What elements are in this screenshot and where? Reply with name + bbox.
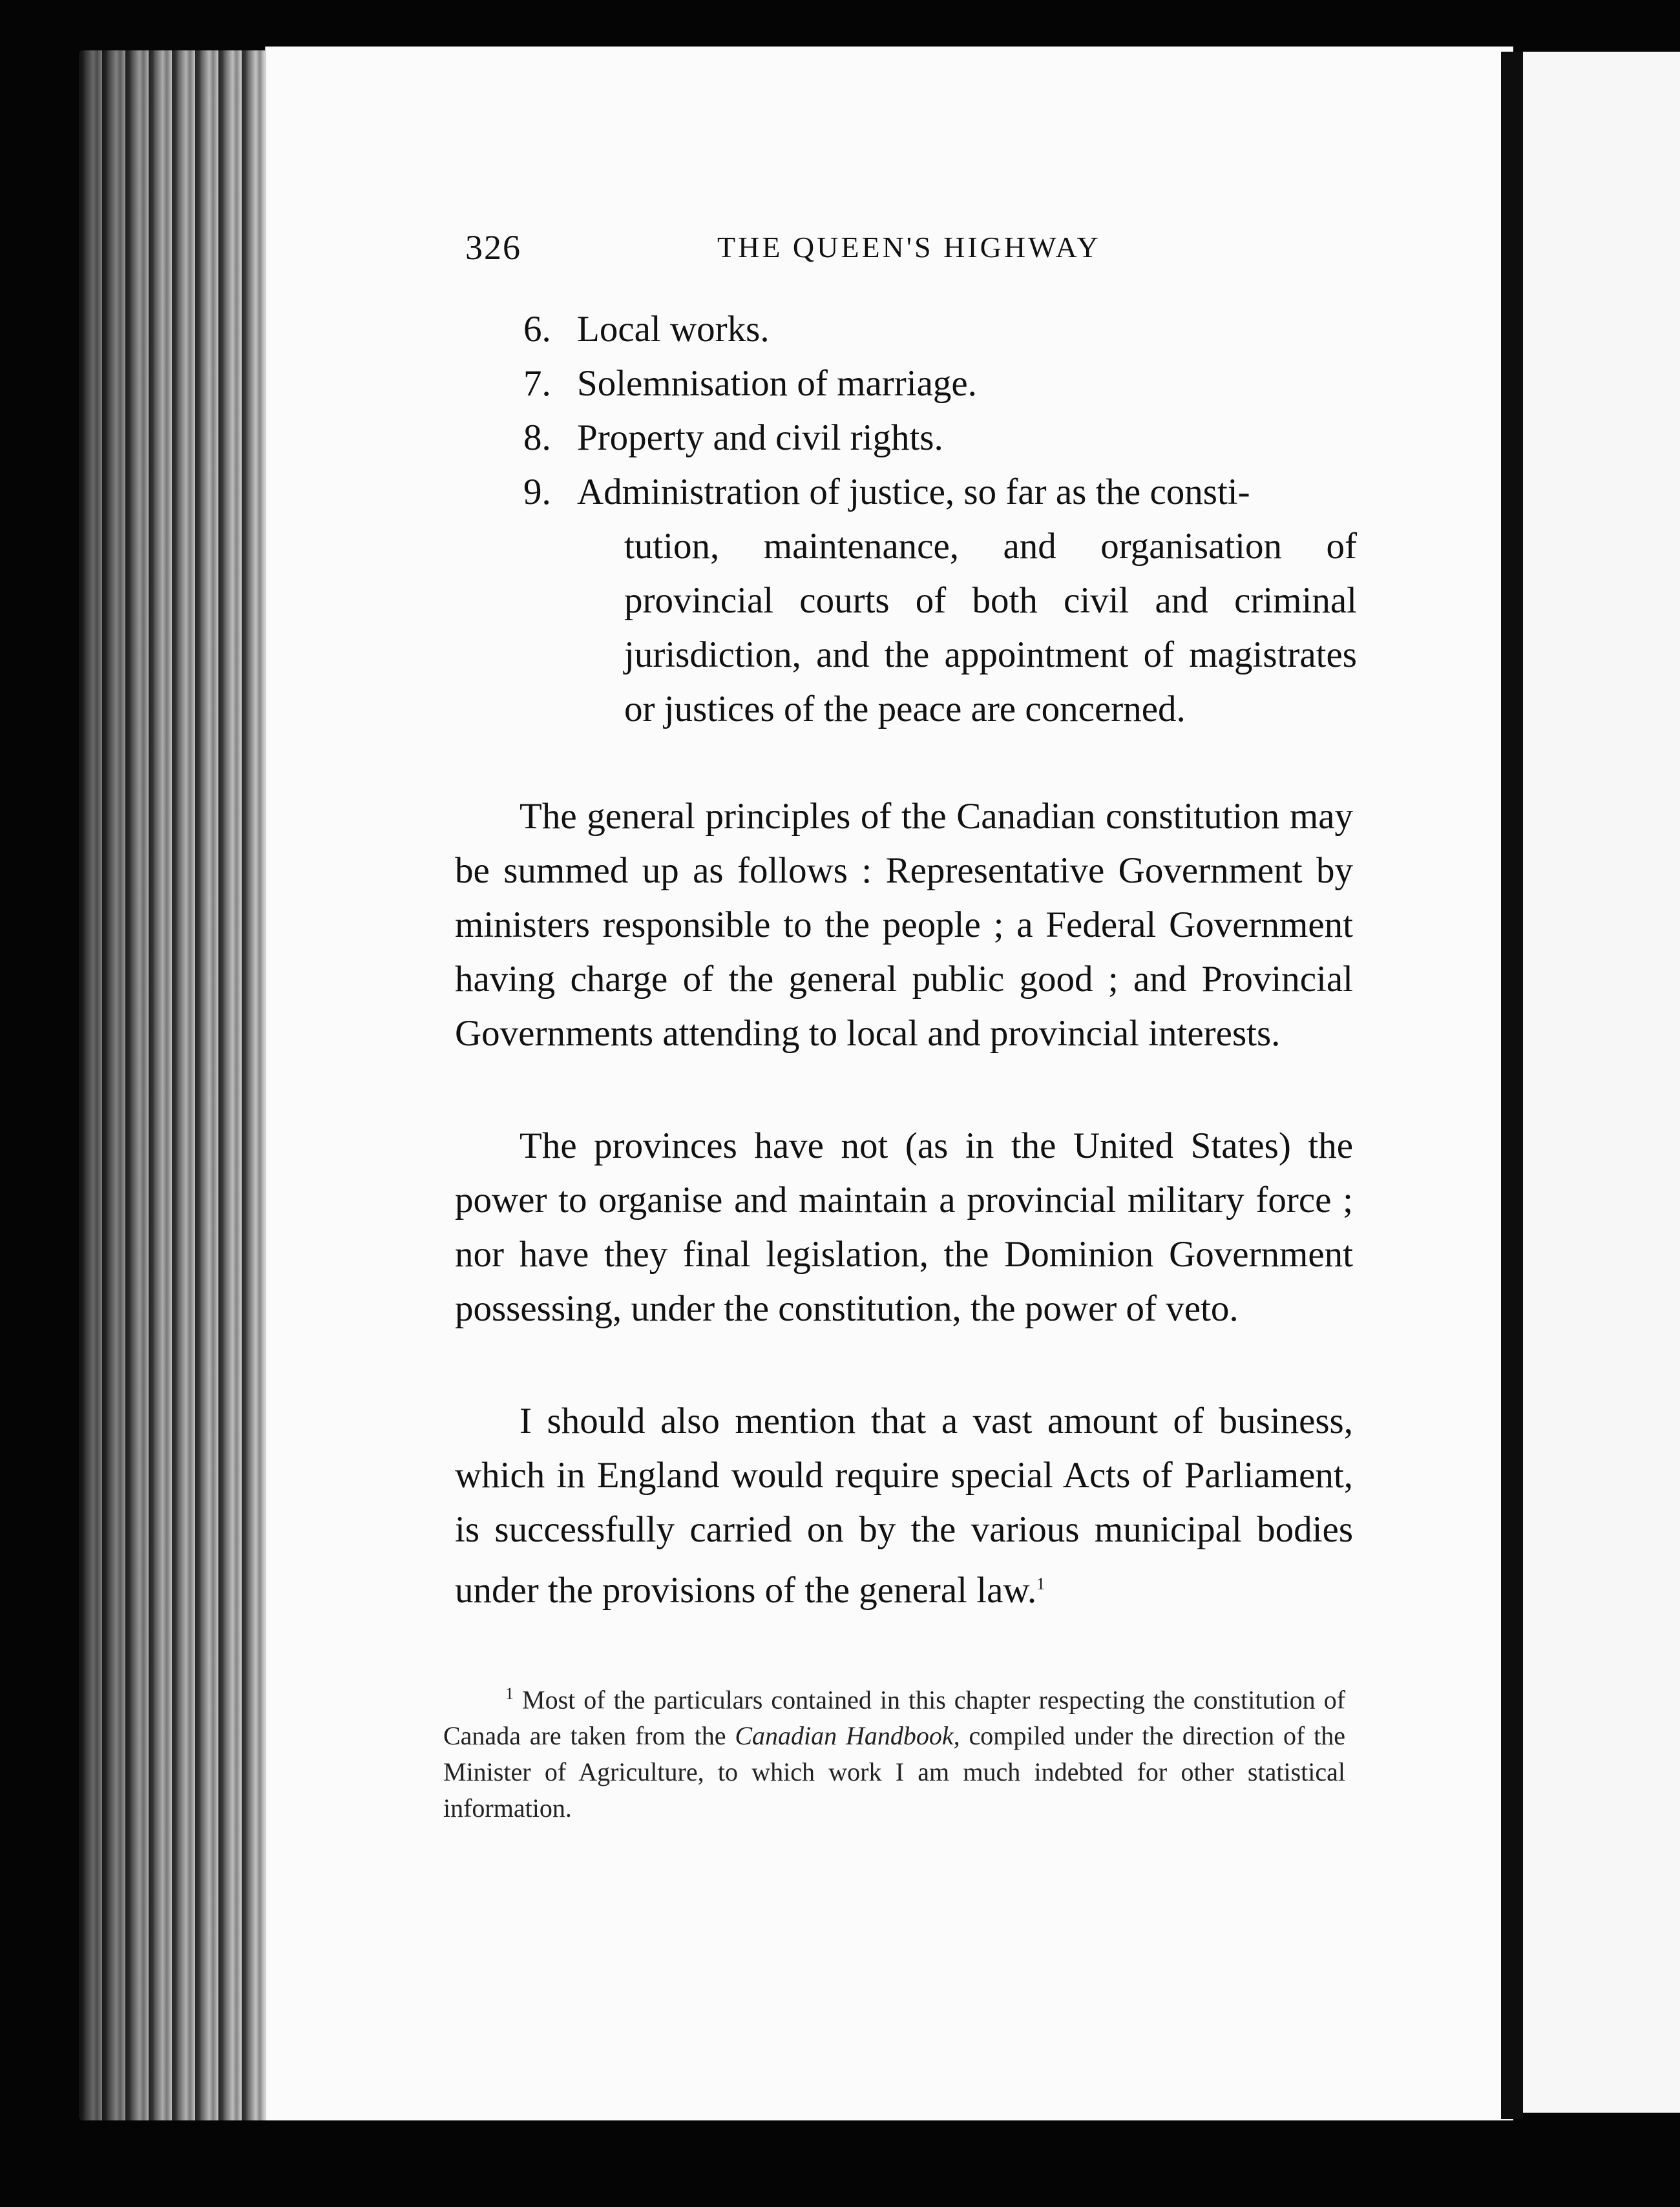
- book-page-edges: [79, 50, 271, 2120]
- footnote: [443, 1676, 1345, 1826]
- facing-page: [1523, 52, 1680, 2113]
- running-head: [465, 227, 1357, 279]
- list-text: Property and civil rights.: [577, 417, 943, 458]
- list-item: [523, 465, 1363, 519]
- list-text: Local works.: [577, 309, 770, 350]
- list-number: 9.: [523, 472, 551, 512]
- list-item: [523, 357, 1363, 411]
- list-item: [523, 302, 1363, 357]
- running-title: THE QUEEN'S HIGHWAY: [717, 231, 1101, 264]
- footnote-reference: 1: [1036, 1574, 1045, 1593]
- page-number: 326: [465, 228, 521, 267]
- list-number: 6.: [523, 309, 551, 350]
- footnote-text: Most of the particulars contained in this chapter respecting the constitution of Canada are taken from the: [443, 1685, 1346, 1751]
- book-gutter: [1501, 52, 1523, 2119]
- footnote-mark: 1: [505, 1684, 514, 1703]
- paragraph: The general principles of the Canadian constitution may be summed up as follows : Representative Government by ministers responsible to the people ; a Federal Government having charge of the general public good ; and Provincial Governments attending to local and provincial interests.: [455, 796, 1353, 1054]
- list-number: 7.: [523, 363, 551, 404]
- list-text: Solemnisation of marriage.: [577, 363, 977, 404]
- footnote-text-continued: compiled under the direction of the Minister of Agriculture, to which work I am much indebted for other statistical information.: [443, 1721, 1346, 1823]
- list-number: 8.: [523, 417, 551, 458]
- paragraph-text: I should also mention that a vast amount of business, which in England would require special Acts of Parliament, is successfully carried on by the various municipal bodies under the provisions of the general law.: [455, 1401, 1353, 1611]
- paragraph: The provinces have not (as in the United States) the power to organise and maintain a provincial military force ; nor have they final legislation, the Dominion Government possessing, under the constitution, the power of veto.: [455, 1125, 1353, 1329]
- list-text: Administration of justice, so far as the consti-: [577, 472, 1250, 512]
- list-item-continuation: tution, maintenance, and organisation of provincial courts of both civil and criminal jurisdiction, and the appointment of magistrates or justices of the peace are concerned.: [624, 526, 1357, 729]
- list-item: [523, 411, 1363, 465]
- paragraph: [455, 1394, 1353, 1618]
- footnote-book-title: Canadian Handbook,: [735, 1721, 960, 1751]
